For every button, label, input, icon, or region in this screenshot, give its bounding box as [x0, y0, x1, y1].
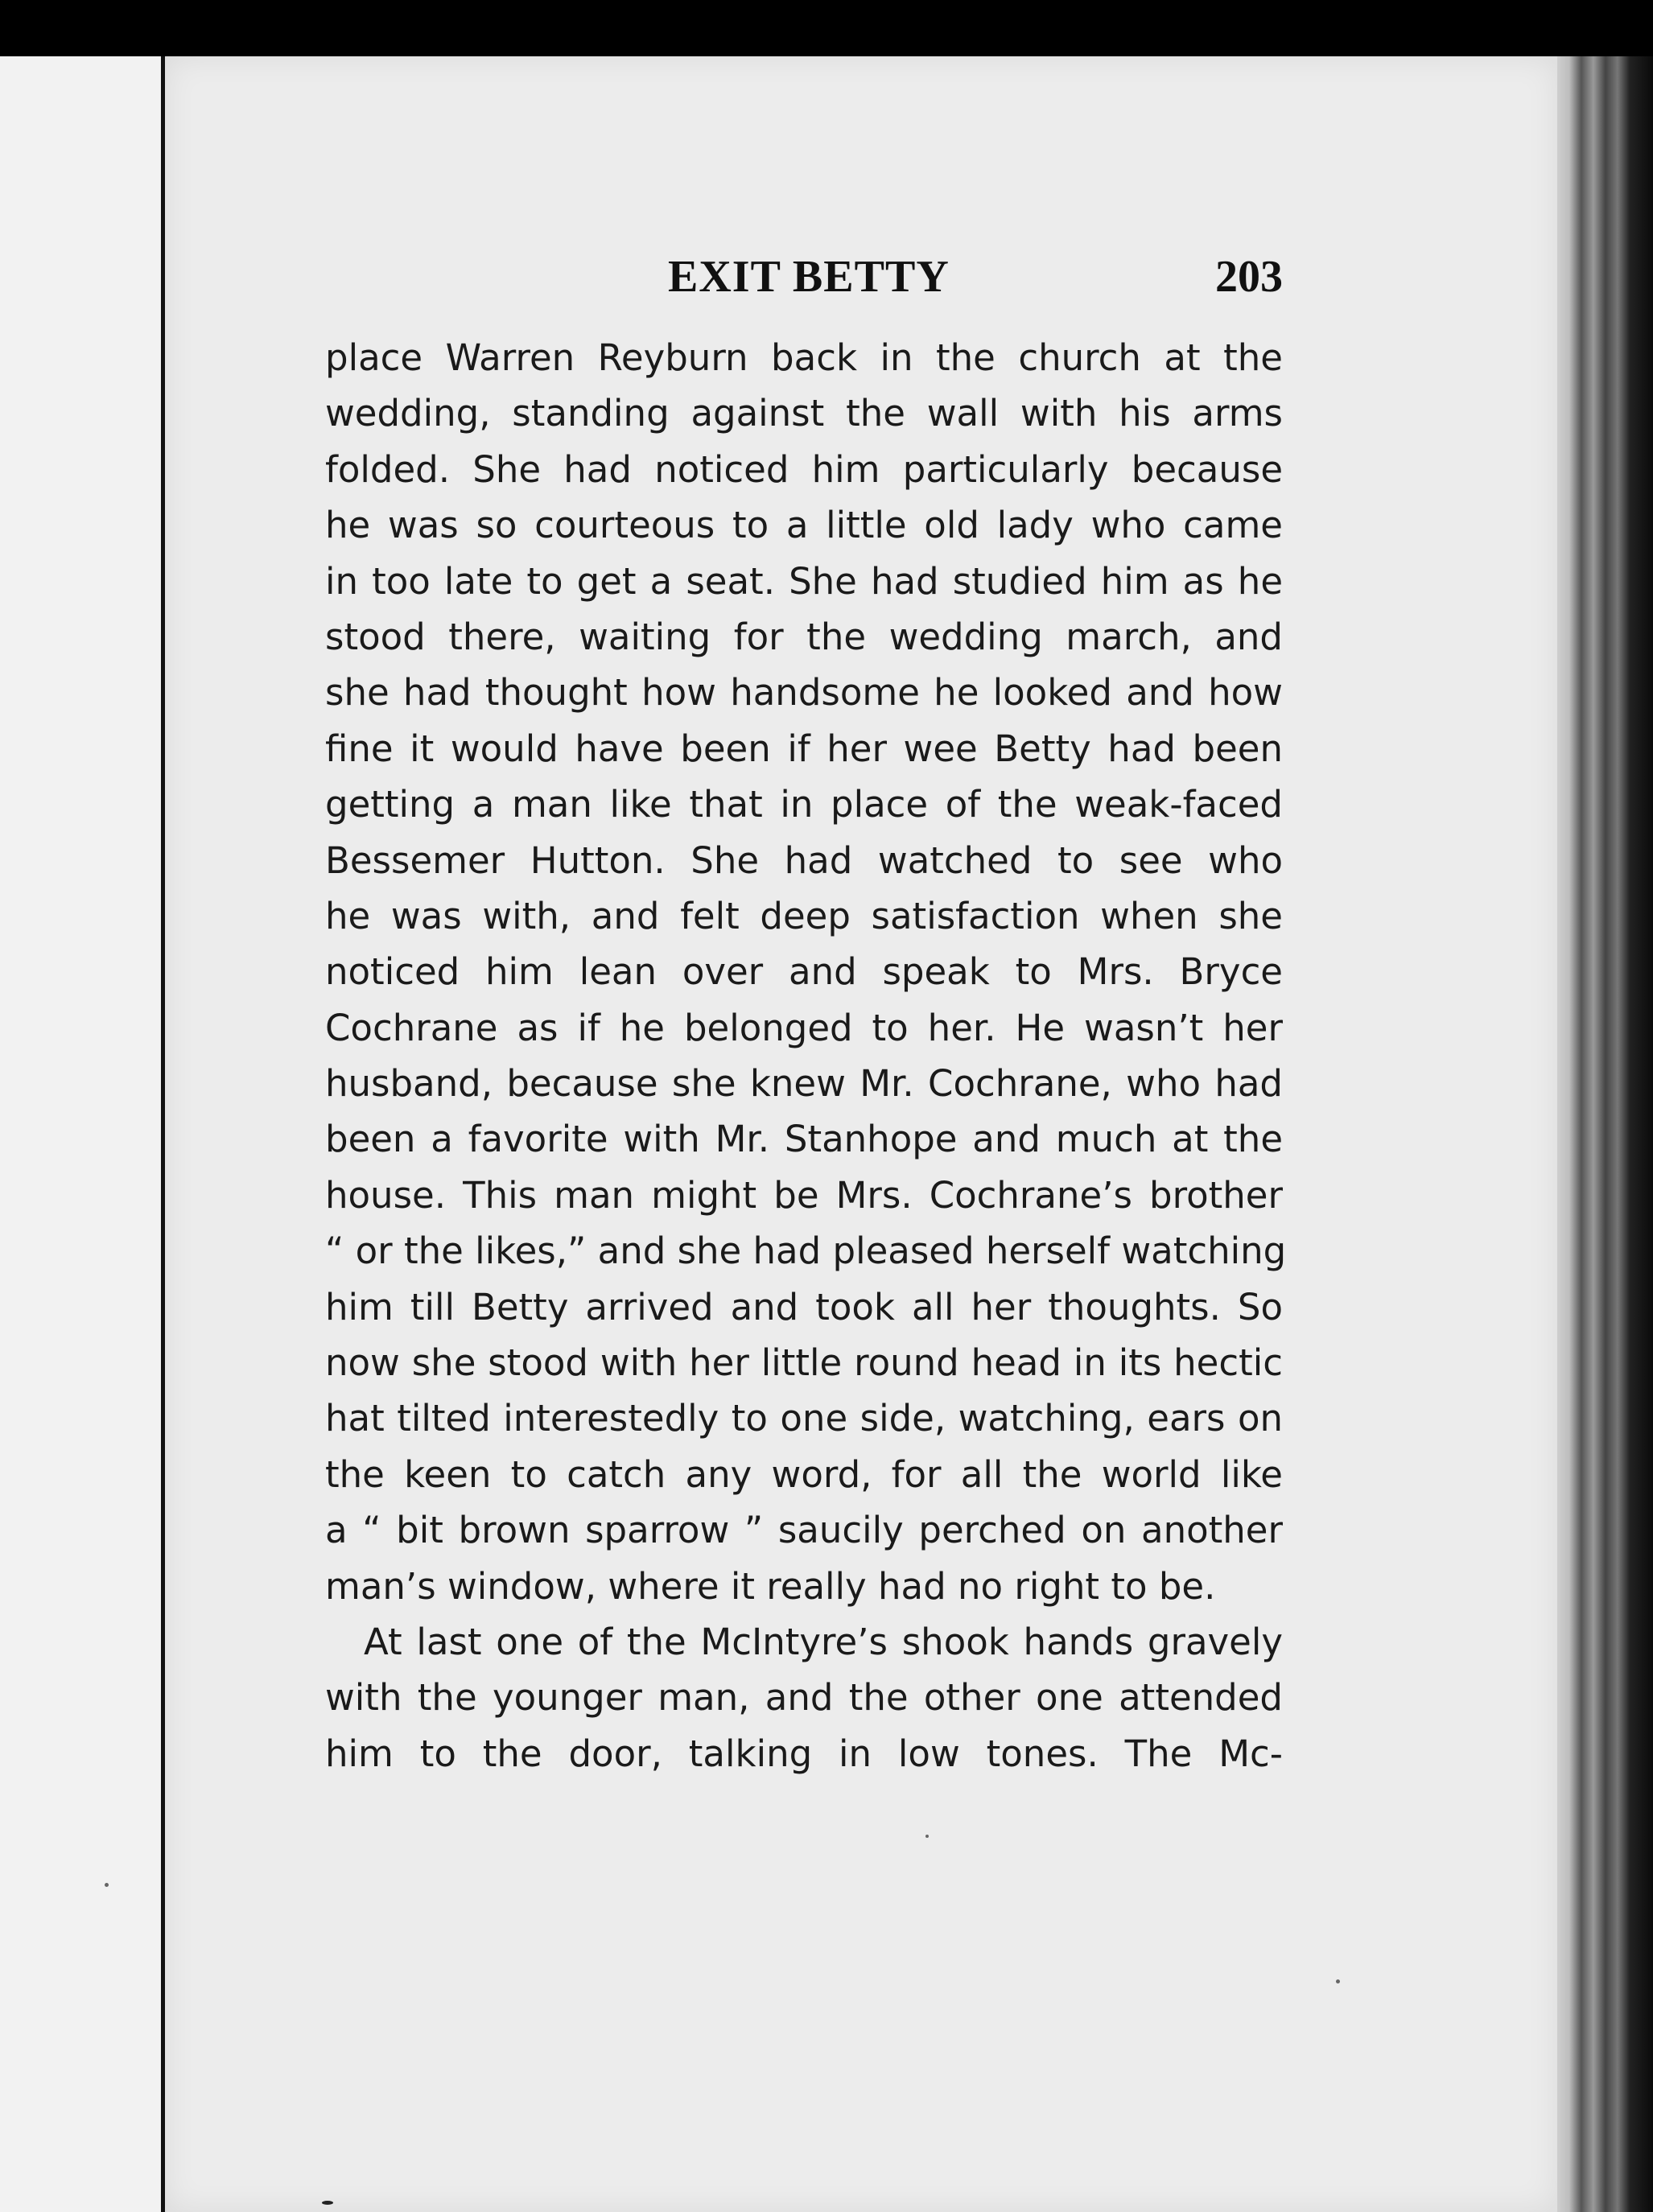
- text-line: getting a man like that in place of the weak-faced: [325, 783, 1283, 826]
- text-line: noticed him lean over and speak to Mrs. Bryce: [325, 950, 1283, 994]
- paragraph-2: [325, 1614, 1283, 1782]
- text-line: husband, because she knew Mr. Cochrane, who had: [325, 1062, 1283, 1106]
- scan-speck: [1336, 1979, 1340, 1983]
- text-line: stood there, waiting for the wedding march, and: [325, 615, 1283, 658]
- facing-page-margin: [0, 56, 165, 2212]
- text-line: Bessemer Hutton. She had watched to see who: [325, 838, 1283, 882]
- text-line: the keen to catch any word, for all the world like: [325, 1452, 1283, 1496]
- text-line: At last one of the McIntyre’s shook hands gravely: [364, 1620, 1283, 1663]
- body-text: [325, 330, 1287, 1782]
- running-head: [325, 251, 1283, 307]
- text-line: man’s window, where it really had no right to be.: [325, 1564, 1216, 1608]
- scan-speck: [322, 2201, 333, 2205]
- text-line: fine it would have been if her wee Betty had been: [325, 727, 1283, 770]
- book-binding-edge: [1557, 56, 1653, 2212]
- text-line: he was so courteous to a little old lady who came: [325, 504, 1283, 547]
- paragraph-1: [325, 330, 1287, 1614]
- text-line: he was with, and felt deep satisfaction when she: [325, 894, 1283, 937]
- text-line: place Warren Reyburn back in the church at the: [325, 336, 1283, 379]
- scan-speck: [925, 1835, 929, 1838]
- text-line: house. This man might be Mrs. Cochrane’s brother: [325, 1173, 1283, 1217]
- text-line: she had thought how handsome he looked and how: [325, 671, 1283, 715]
- text-line: folded. She had noticed him particularly because: [325, 447, 1283, 491]
- text-line: in too late to get a seat. She had studied him as he: [325, 559, 1283, 603]
- running-title: EXIT BETTY: [668, 252, 950, 302]
- text-line: been a favorite with Mr. Stanhope and much at the: [325, 1118, 1283, 1161]
- text-line: a “ bit brown sparrow ” saucily perched on another: [325, 1509, 1283, 1552]
- text-line: now she stood with her little round head in its hectic: [325, 1341, 1283, 1385]
- scan-speck: [105, 1883, 109, 1887]
- text-line: Cochrane as if he belonged to her. He wasn’t her: [325, 1006, 1283, 1049]
- page-number: 203: [1215, 252, 1283, 302]
- text-line: hat tilted interestedly to one side, watching, ears on: [325, 1397, 1283, 1440]
- text-line: him till Betty arrived and took all her thoughts. So: [325, 1285, 1283, 1328]
- text-line: him to the door, talking in low tones. The Mc-: [325, 1732, 1283, 1775]
- text-line: wedding, standing against the wall with his arms: [325, 392, 1283, 435]
- text-line: “ or the likes,” and she had pleased herself watching: [325, 1230, 1287, 1273]
- top-scan-border: [0, 0, 1653, 56]
- text-line: with the younger man, and the other one attended: [325, 1676, 1283, 1720]
